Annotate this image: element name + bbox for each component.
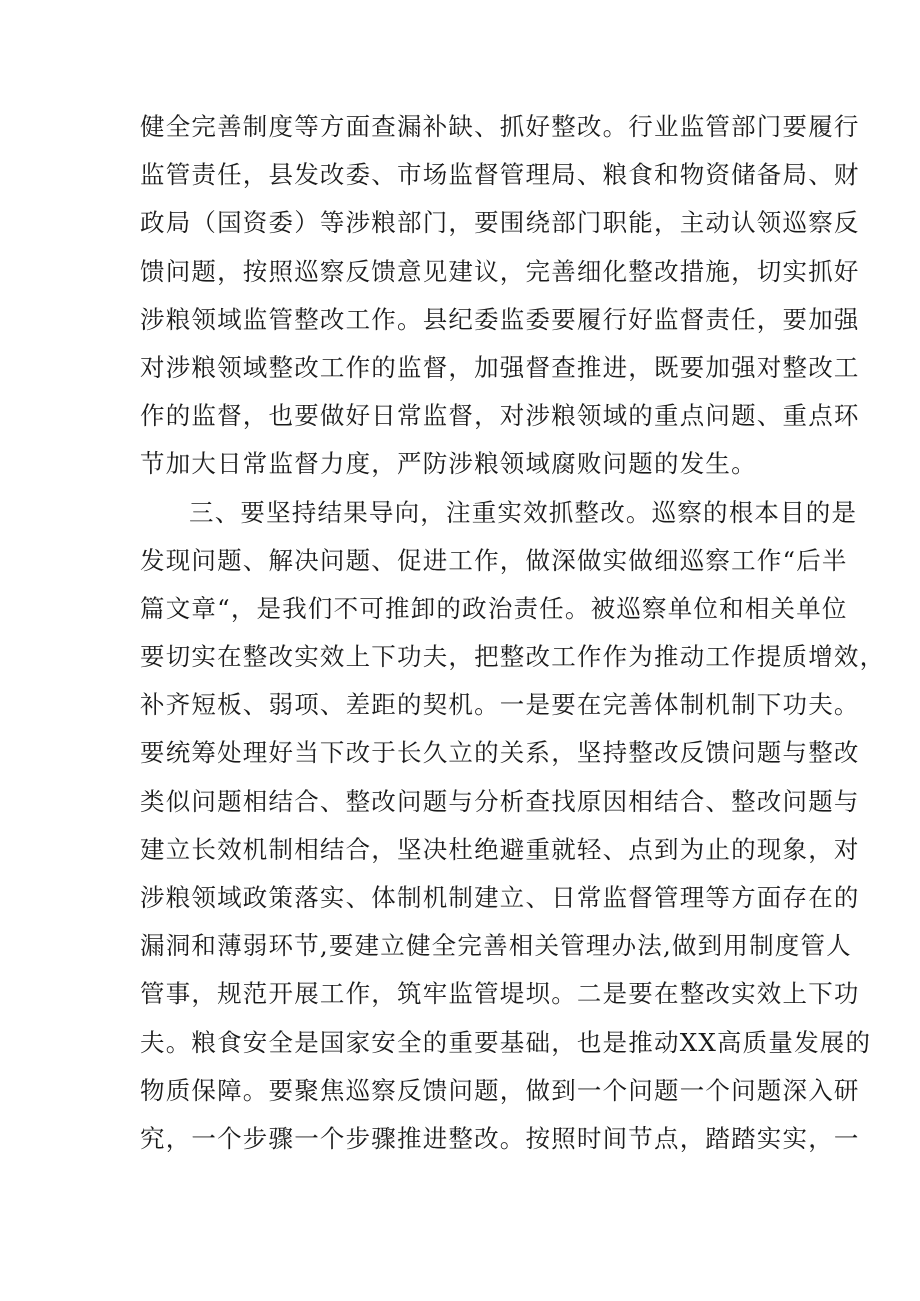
text-line: 馈问题，按照巡察反馈意见建议，完善细化整改措施，切实抓好 — [140, 256, 860, 286]
text-line: 篇文章“，是我们不可推卸的政治责任。被巡察单位和相关单位 — [140, 593, 848, 623]
text-line: 对涉粮领域整改工作的监督，加强督查推进，既要加强对整改工 — [140, 352, 860, 382]
text-line: 监管责任，县发改委、市场监督管理局、粮食和物资储备局、财 — [140, 160, 860, 190]
text-line: 漏洞和薄弱环节,要建立健全完善相关管理办法,做到用制度管人 — [140, 931, 852, 961]
text-line: 物质保障。要聚焦巡察反馈问题，做到一个问题一个问题深入研 — [140, 1075, 860, 1105]
text-line: 管事，规范开展工作，筑牢监管堤坝。二是要在整改实效上下功 — [140, 979, 860, 1009]
body-text — [140, 103, 886, 1163]
text-line: 要切实在整改实效上下功夫，把整改工作作为推动工作提质增效， — [140, 642, 886, 672]
text-line: 政局（国资委）等涉粮部门，要围绕部门职能，主动认领巡察反 — [140, 208, 860, 238]
text-line: 建立长效机制相结合，坚决杜绝避重就轻、点到为止的现象，对 — [140, 834, 860, 864]
text-line: 节加大日常监督力度，严防涉粮领域腐败问题的发生。 — [140, 449, 757, 479]
text-line: 涉粮领域政策落实、体制机制建立、日常监督管理等方面存在的 — [140, 883, 860, 912]
text-line: 究，一个步骤一个步骤推进整改。按照时间节点，踏踏实实，一 — [140, 1123, 860, 1153]
section-heading-line: 三、要坚持结果导向，注重实效抓整改。巡察的根本目的是 — [189, 497, 858, 527]
text-line: 要统筹处理好当下改于长久立的关系，坚持整改反馈问题与整改 — [140, 738, 860, 768]
text-line: 涉粮领域监管整改工作。县纪委监委要履行好监督责任，要加强 — [140, 304, 860, 334]
text-line: 夫。粮食安全是国家安全的重要基础，也是推动XX高质量发展的 — [140, 1027, 872, 1057]
text-line: 类似问题相结合、整改问题与分析查找原因相结合、整改问题与 — [140, 786, 860, 816]
text-line: 作的监督，也要做好日常监督，对涉粮领域的重点问题、重点环 — [140, 401, 860, 431]
text-line: 健全完善制度等方面查漏补缺、抓好整改。行业监管部门要履行 — [140, 112, 860, 141]
text-line: 发现问题、解决问题、促进工作，做深做实做细巡察工作“后半 — [140, 545, 848, 575]
text-line: 补齐短板、弱项、差距的契机。一是要在完善体制机制下功夫。 — [140, 690, 860, 720]
